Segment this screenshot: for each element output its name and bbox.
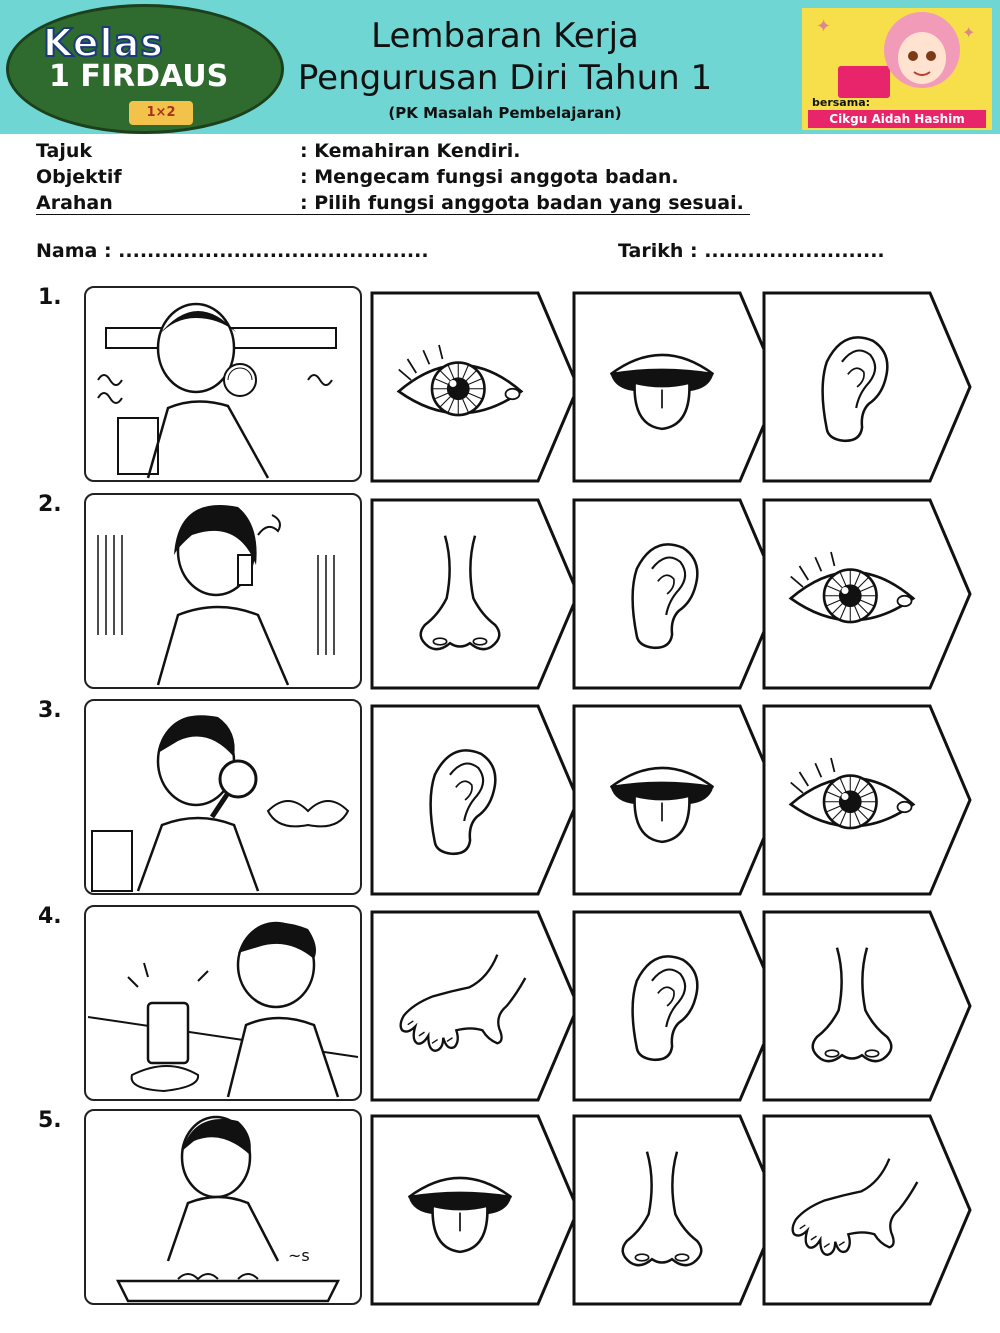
worksheet-subtitle: Pengurusan Diri Tahun 1 — [297, 58, 713, 98]
svg-text:✦: ✦ — [962, 23, 976, 42]
question-number: 1. — [38, 285, 62, 310]
answer-option-ear[interactable] — [572, 910, 782, 1102]
tajuk-value: : Kemahiran Kendiri. — [300, 140, 521, 162]
answer-option-eye[interactable] — [762, 704, 972, 896]
answer-option-hand[interactable] — [762, 1114, 972, 1306]
answer-option-eye[interactable] — [762, 498, 972, 690]
header-banner — [0, 0, 1000, 134]
scene-illustration — [86, 495, 360, 687]
answer-option-ear[interactable] — [370, 704, 580, 896]
logo-math-badge: 1×2 — [129, 101, 193, 125]
question-number: 4. — [38, 904, 62, 929]
scene-picture-girl-magnifying-glass — [84, 699, 362, 895]
scene-picture-boy-licking-lollipop — [84, 286, 362, 482]
arahan-label: Arahan — [36, 192, 113, 214]
answer-option-ear[interactable] — [762, 291, 972, 483]
answer-option-nose[interactable] — [762, 910, 972, 1102]
answer-option-mouth[interactable] — [572, 291, 782, 483]
svg-text:✦: ✦ — [816, 16, 832, 37]
badge-with-label: bersama: — [812, 96, 871, 109]
answer-option-eye[interactable] — [370, 291, 580, 483]
scene-illustration — [86, 907, 360, 1099]
scene-picture-boy-hearing-phone — [84, 905, 362, 1101]
scene-picture-girl-smelling-bottle — [84, 493, 362, 689]
answer-option-hand[interactable] — [370, 910, 580, 1102]
logo-title: Kelas — [43, 21, 164, 65]
worksheet-program: (PK Masalah Pembelajaran) — [388, 104, 622, 122]
teacher-avatar-icon — [802, 8, 992, 108]
scene-illustration — [86, 1111, 360, 1303]
answer-option-nose[interactable] — [370, 498, 580, 690]
scene-picture-boy-touching-water — [84, 1109, 362, 1305]
svg-text:~s: ~s — [288, 1246, 310, 1265]
worksheet-title: Lembaran Kerja — [371, 16, 639, 56]
logo-class-name: 1 FIRDAUS — [49, 59, 229, 94]
teacher-name: Cikgu Aidah Hashim — [808, 110, 986, 128]
question-number: 3. — [38, 698, 62, 723]
answer-option-ear[interactable] — [572, 498, 782, 690]
question-number: 2. — [38, 492, 62, 517]
objektif-label: Objektif — [36, 166, 122, 188]
tajuk-label: Tajuk — [36, 140, 93, 162]
nama-field[interactable]: Nama : ........................................... — [36, 240, 429, 262]
arahan-underline — [36, 214, 750, 215]
scene-illustration — [86, 701, 360, 893]
teacher-badge — [802, 8, 992, 130]
objektif-value: : Mengecam fungsi anggota badan. — [300, 166, 679, 188]
question-number: 5. — [38, 1108, 62, 1133]
tarikh-field[interactable]: Tarikh : ......................... — [618, 240, 885, 262]
kelas-logo — [6, 4, 284, 134]
answer-option-nose[interactable] — [572, 1114, 782, 1306]
answer-option-mouth[interactable] — [572, 704, 782, 896]
answer-option-mouth[interactable] — [370, 1114, 580, 1306]
arahan-value: : Pilih fungsi anggota badan yang sesuai. — [300, 192, 744, 214]
scene-illustration — [86, 288, 360, 480]
